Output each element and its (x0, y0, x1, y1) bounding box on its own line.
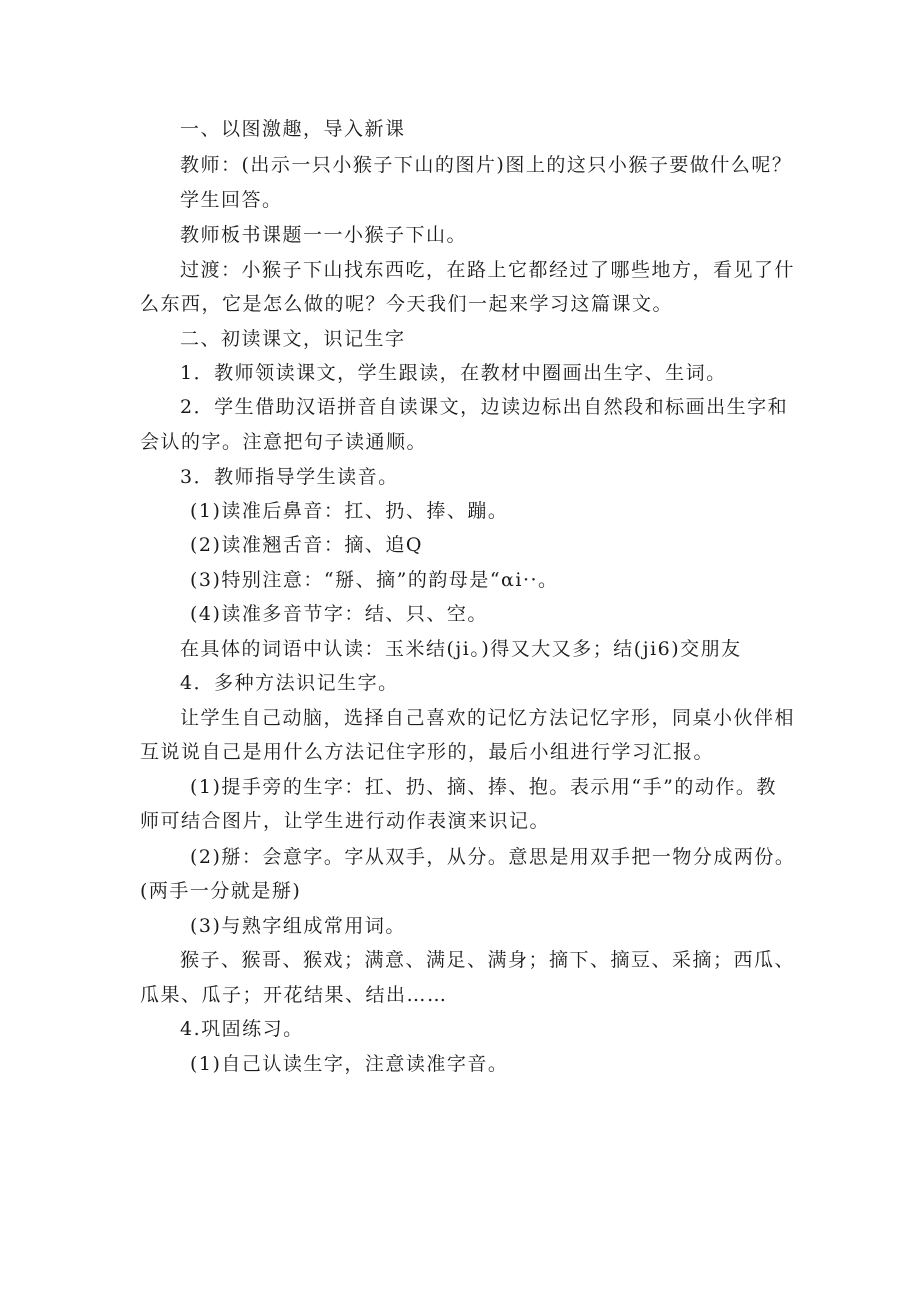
paragraph-line: 在具体的词语中认读：玉米结(ji。)得又大又多；结(ji6)交朋友 (180, 638, 742, 660)
paragraph-line: 么东西，它是怎么做的呢？今天我们一起来学习这篇课文。 (140, 293, 674, 315)
list-item: (1)提手旁的生字：扛、扔、摘、捧、抱。表示用“手”的动作。教 (190, 776, 777, 798)
list-item: (3)与熟字组成常用词。 (190, 915, 406, 937)
list-item: (2)读准翘舌音：摘、追Q (190, 534, 423, 556)
paragraph-line: 互说说自己是用什么方法记住字形的，最后小组进行学习汇报。 (140, 741, 715, 763)
paragraph-line: 1．教师领读课文，学生跟读，在教材中圈画出生字、生词。 (180, 362, 727, 384)
paragraph-line: 过渡：小猴子下山找东西吃，在路上它都经过了哪些地方，看见了什 (180, 259, 796, 281)
list-item: (1)自己认读生字，注意读准字音。 (190, 1053, 509, 1075)
paragraph-line: 2．学生借助汉语拼音自读课文，边读边标出自然段和标画出生字和 (180, 396, 789, 418)
paragraph-line: 教师：(出示一只小猴子下山的图片)图上的这只小猴子要做什么呢？ (180, 154, 793, 176)
paragraph-line: 瓜果、瓜子；开花结果、结出…… (140, 984, 448, 1006)
paragraph-line: 师可结合图片，让学生进行动作表演来识记。 (140, 810, 551, 832)
paragraph-line: 学生回答。 (180, 189, 283, 211)
list-item: (4)读准多音节字：结、只、空。 (190, 603, 488, 625)
paragraph-line: 4.巩固练习。 (180, 1018, 304, 1040)
list-item: (2)掰：会意字。字从双手，从分。意思是用双手把一物分成两份。 (190, 846, 796, 868)
paragraph-line: 会认的字。注意把句子读通顺。 (140, 431, 428, 453)
paragraph-line: 猴子、猴哥、猴戏；满意、满足、满身；摘下、摘豆、采摘；西瓜、 (180, 949, 796, 971)
list-item: (1)读准后鼻音：扛、扔、捧、蹦。 (190, 500, 509, 522)
paragraph-line: 教师板书课题一一小猴子下山。 (180, 224, 468, 246)
list-item: (3)特别注意：“掰、摘”的韵母是“αi··。 (190, 569, 559, 591)
paragraph-line: 3．教师指导学生读音。 (180, 466, 399, 488)
paragraph-line: 让学生自己动脑，选择自己喜欢的记忆方法记忆字形，同桌小伙伴相 (180, 707, 796, 729)
section-heading-2: 二、初读课文，识记生字 (180, 328, 406, 350)
paragraph-line: (两手一分就是掰) (140, 880, 302, 902)
paragraph-line: 4．多种方法识记生字。 (180, 672, 399, 694)
section-heading-1: 一、以图激趣，导入新课 (180, 118, 406, 140)
